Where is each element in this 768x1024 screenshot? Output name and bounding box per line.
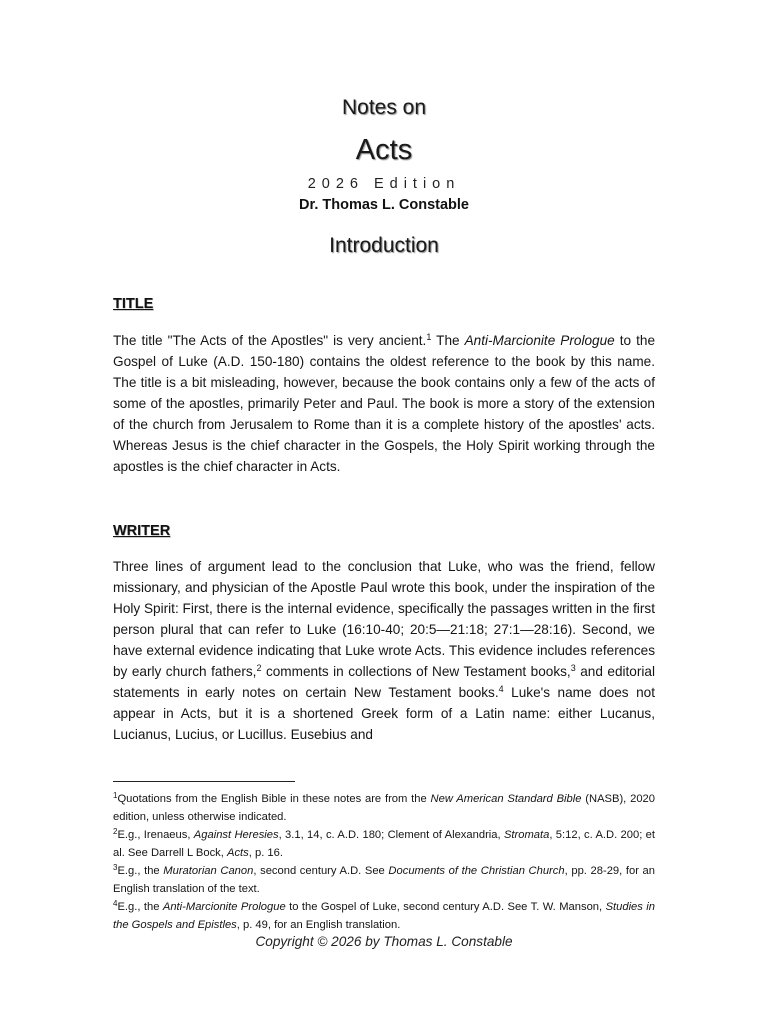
title-paragraph [113,330,655,477]
italic-title: Muratorian Canon [163,865,254,877]
text-span: E.g., the [117,865,164,877]
text-span: Quotations from the English Bible in these notes are from the [117,793,431,805]
text-span: , second century A.D. See [253,865,389,877]
footnote-number: 2 [113,827,118,836]
copyright-notice: Copyright © 2026 by Thomas L. Constable [255,934,513,949]
text-span: The title "The Acts of the Apostles" is very ancient. [113,333,427,348]
writer-paragraph [113,556,655,745]
section-heading-title: TITLE [113,296,154,312]
text-span: , 3.1, 14, c. A.D. 180; Clement of Alexandria, [278,829,504,841]
text-span: to the Gospel of Luke, second century A.D. See T. W. Manson, [285,901,606,913]
text-span: comments in collections of New Testament books, [261,664,571,679]
italic-title: Against Heresies [193,829,279,841]
footnote-2 [113,826,655,862]
footnote-ref-1[interactable]: 1 [426,332,432,342]
italic-title: New American Standard Bible [430,793,582,805]
footnote-ref-4[interactable]: 4 [498,684,504,694]
text-span: , 5:12, c. A.D. 200; et al. See Darrell L Bock, [113,829,656,859]
italic-title: Studies in the Gospels and Epistles [113,901,656,931]
text-span: and editorial statements in early notes on certain New Testament books. [113,664,655,700]
italic-title: Documents of the Christian Church [388,865,565,877]
footnote-3 [113,862,655,898]
text-span: , p. 16. [248,847,283,859]
italic-title: Anti-Marcionite Prologue [464,333,615,348]
section-heading-writer: WRITER [113,523,171,539]
italic-title: Stromata [503,829,550,841]
text-span: to the Gospel of Luke (A.D. 150-180) contains the oldest reference to the book by this name. The title is a bit misleading, however, because the book contains only a few of the acts of some of the apostles, primarily Peter and Paul. The book is more a story of the extension of the church from Jerusalem to Rome than it is a complete history of the apostles' acts. Whereas Jesus is the chief character in the Gospels, the Holy Spirit working through the apostles is the chief character in Acts. [113,333,656,474]
book-title: Acts [355,134,413,166]
text-span: (NASB), 2020 edition, unless otherwise indicated. [113,793,655,823]
notes-on-heading: Notes on [341,96,427,119]
text-span: Three lines of argument lead to the conclusion that Luke, who was the friend, fellow missionary, and physician of the Apostle Paul wrote this book, under the inspiration of the Holy Spirit: First, there is the internal evidence, specifically the passages written in the first person plural that can refer to Luke (16:10-40; 20:5—21:18; 27:1—28:16). Second, we have external evidence indicating that Luke wrote Acts. This evidence includes references by early church fathers, [113,559,655,679]
footnote-divider [113,781,295,782]
footnote-number: 4 [113,899,118,908]
italic-title: Anti-Marcionite Prologue [162,901,286,913]
text-span: Luke's name does not appear in Acts, but it is a shortened Greek form of a Latin name: either Lucanus, Lucianus, Lucius, or Lucillus. Eusebius and [113,685,655,742]
footnote-4 [113,898,655,934]
footnote-number: 1 [113,791,118,800]
footnote-1 [113,790,655,826]
text-span: E.g., the [117,901,163,913]
footnote-ref-2[interactable]: 2 [256,663,262,673]
text-span: E.g., Irenaeus, [117,829,194,841]
introduction-heading: Introduction [329,234,439,257]
text-span: , p. 49, for an English translation. [236,919,401,931]
edition-label: 2026 Edition [307,176,461,192]
text-span: , pp. 28-29, for an English translation of the text. [113,865,655,895]
author-name: Dr. Thomas L. Constable [299,197,469,213]
footnote-number: 3 [113,863,118,872]
footnote-ref-3[interactable]: 3 [570,663,576,673]
footnotes [113,790,655,934]
italic-title: Acts [227,847,249,859]
text-span: The [431,333,465,348]
